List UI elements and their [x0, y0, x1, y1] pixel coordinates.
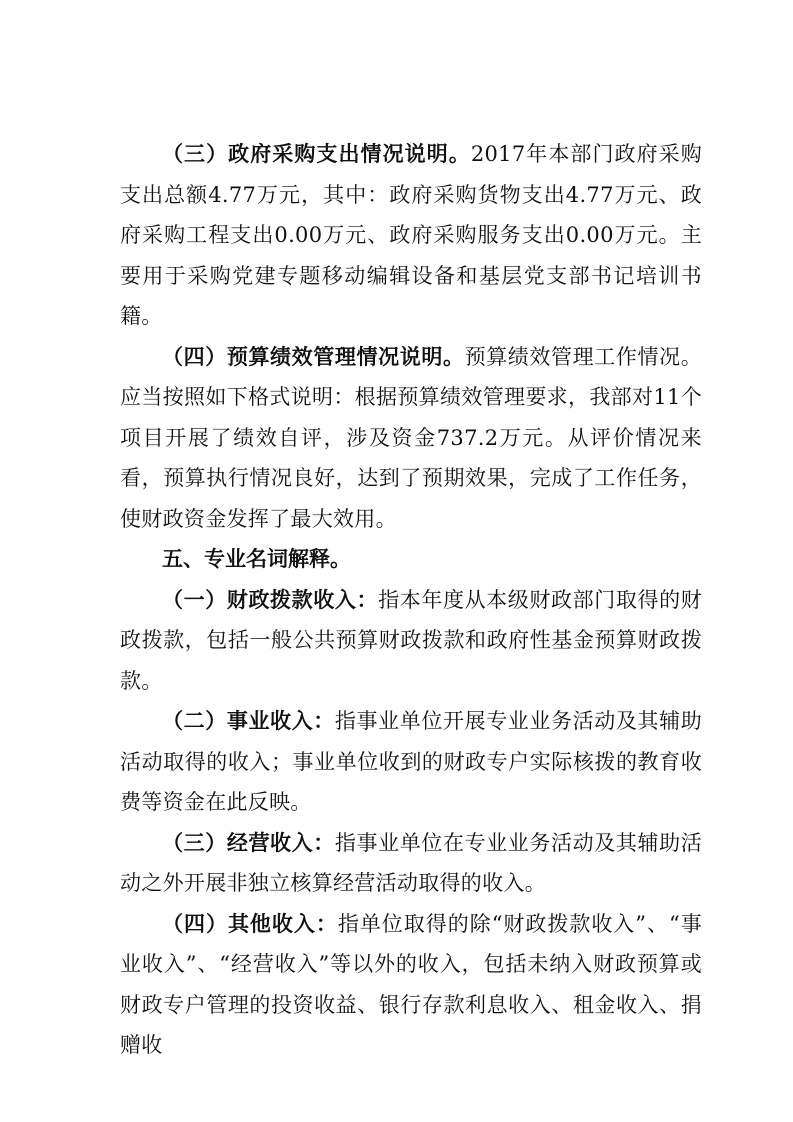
paragraph-procurement — [120, 134, 702, 337]
paragraph-performance — [120, 337, 702, 540]
term-business-income — [120, 701, 702, 823]
term-title: （二）事业收入： — [162, 709, 335, 733]
term-title: （三）经营收入： — [162, 830, 335, 855]
term-other-income — [120, 904, 702, 1066]
term-title: （一）财政拨款收入： — [162, 587, 379, 612]
term-operating-income — [120, 823, 702, 904]
paragraph-heading: （三）政府采购支出情况说明。 — [162, 142, 471, 166]
paragraph-body: 预算绩效管理工作情况。应当按照如下格式说明：根据预算绩效管理要求，我部对11个项目开展了绩效自评，涉及资金737.2万元。从评价情况来看，预算执行情况良好，达到了预期效果，完成了工作任务，使财政资金发挥了最大效用。 — [120, 344, 702, 531]
paragraph-body: 2017年本部门政府采购支出总额4.77万元，其中：政府采购货物支出4.77万元、政府采购工程支出0.00万元、政府采购服务支出0.00万元。主要用于采购党建专题移动编辑设备和基层党支部书记培训书籍。 — [120, 142, 702, 328]
section-heading: 五、专业名词解释。 — [162, 547, 351, 571]
term-definition: 指事业单位开展专业业务活动及其辅助活动取得的收入；事业单位收到的财政专户实际核拨的教育收费等资金在此反映。 — [120, 709, 702, 814]
term-title: （四）其他收入： — [162, 911, 338, 936]
paragraph-heading: （四）预算绩效管理情况说明。 — [162, 344, 465, 369]
term-definition: 指单位取得的除“财政拨款收入”、“事业收入”、“经营收入”等以外的收入，包括未纳入财政预算或财政专户管理的投资收益、银行存款利息收入、租金收入、捐赠收 — [120, 911, 702, 1057]
term-definition: 指本年度从本级财政部门取得的财政拨款，包括一般公共预算财政拨款和政府性基金预算财政拨款。 — [120, 587, 702, 693]
term-definition: 指事业单位在专业业务活动及其辅助活动之外开展非独立核算经营活动取得的收入。 — [120, 830, 702, 895]
term-fiscal-appropriation — [120, 580, 702, 702]
